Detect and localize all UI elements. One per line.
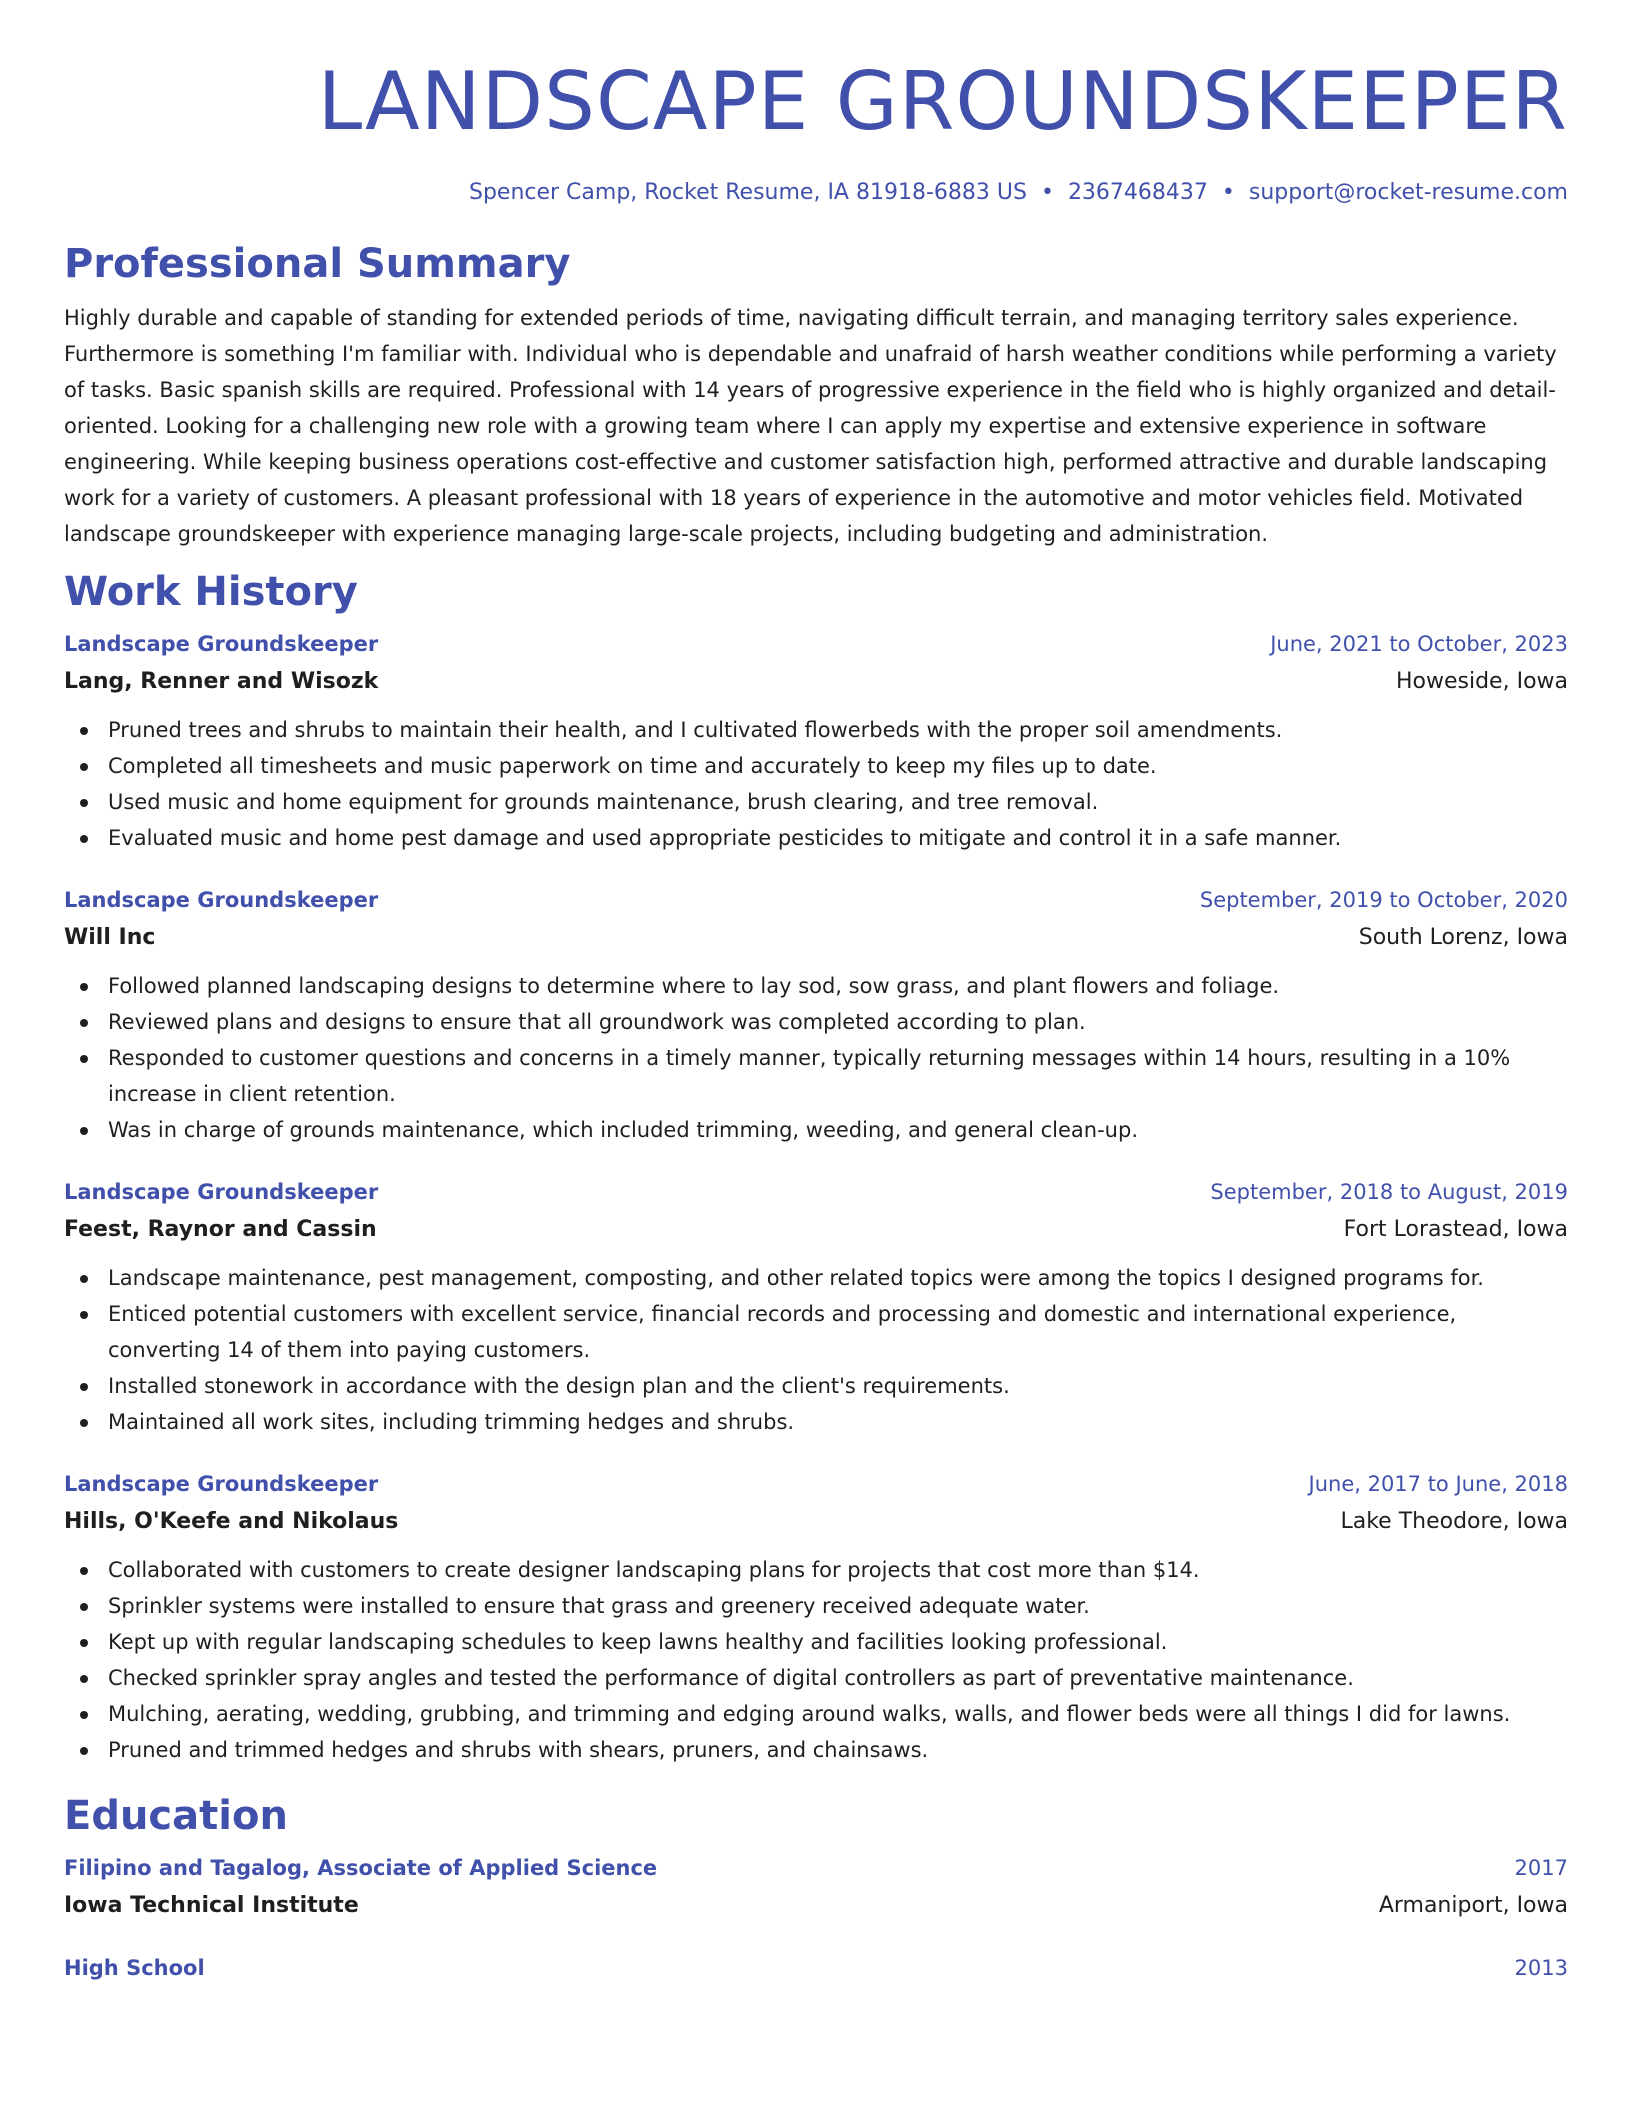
resume-name: LANDSCAPE GROUNDSKEEPER [317,55,1568,148]
job-bullet: Mulching, aerating, wedding, grubbing, and trimming and edging around walks, walls, and flower beds were all things I did for lawns. [108,1696,1568,1732]
job-company-row [64,918,1568,958]
job-header [64,882,1568,918]
education-school-row [64,1886,1568,1926]
education-degree: High School [64,1956,205,1980]
job-bullets [64,1260,1568,1440]
job-bullet: Was in charge of grounds maintenance, which included trimming, weeding, and general clean-up. [108,1112,1568,1148]
education-section [64,1790,1568,1986]
job-bullet: Enticed potential customers with excellent service, financial records and processing and domestic and international experience, converting 14 of them into paying customers. [108,1296,1568,1368]
job-bullet: Collaborated with customers to create designer landscaping plans for projects that cost more than $14. [108,1552,1568,1588]
job-header [64,626,1568,662]
job-location: Howeside, Iowa [1395,669,1568,694]
job-title: Landscape Groundskeeper [64,888,379,912]
job-entry [64,626,1568,856]
resume-page [64,0,1568,1986]
job-bullet: Completed all timesheets and music paperwork on time and accurately to keep my files up to date. [108,748,1568,784]
job-bullet: Followed planned landscaping designs to determine where to lay sod, sow grass, and plant flowers and foliage. [108,968,1568,1004]
job-bullet: Reviewed plans and designs to ensure that all groundwork was completed according to plan. [108,1004,1568,1040]
contact-email[interactable]: support@rocket-resume.com [1248,180,1568,205]
summary-heading: Professional Summary [64,241,571,287]
work-history-heading: Work History [64,569,358,615]
job-bullet: Responded to customer questions and concerns in a timely manner, typically returning messages within 14 hours, resulting in a 10% increase in client retention. [108,1040,1568,1112]
education-entry [64,1850,1568,1926]
contact-phone: 2367468437 [1067,180,1208,205]
job-company: Will Inc [64,925,156,950]
job-company: Hills, O'Keefe and Nikolaus [64,1509,399,1534]
education-school: Iowa Technical Institute [64,1893,359,1918]
job-bullet: Checked sprinkler spray angles and tested the performance of digital controllers as part of preventative maintenance. [108,1660,1568,1696]
job-location: South Lorenz, Iowa [1358,925,1568,950]
job-company-row [64,662,1568,702]
job-header [64,1466,1568,1502]
job-bullets [64,712,1568,856]
education-header [64,1950,1568,1986]
job-company-row [64,1502,1568,1542]
summary-text: Highly durable and capable of standing for extended periods of time, navigating difficult terrain, and managing territory sales experience. Furthermore is something I'm familiar with. Individual who is dependable and unafraid of harsh weather conditions while performing a variety of tasks. Basic spanish skills are required. Professional with 14 years of progressive experience in the field who is highly organized and detail-oriented. Looking for a challenging new role with a growing team where I can apply my expertise and extensive experience in software engineering. While keeping business operations cost-effective and customer satisfaction high, performed attractive and durable landscaping work for a variety of customers. A pleasant professional with 18 years of experience in the automotive and motor vehicles field. Motivated landscape groundskeeper with experience managing large-scale projects, including budgeting and administration. [64,306,1557,546]
contact-address: Spencer Camp, Rocket Resume, IA 81918-6883 US [468,180,1027,205]
job-bullet: Used music and home equipment for grounds maintenance, brush clearing, and tree removal. [108,784,1568,820]
education-entry [64,1950,1568,1986]
education-header [64,1850,1568,1886]
job-title: Landscape Groundskeeper [64,632,379,656]
education-heading: Education [64,1793,288,1839]
job-bullet: Pruned trees and shrubs to maintain their health, and I cultivated flowerbeds with the proper soil amendments. [108,712,1568,748]
work-history-section [64,566,1568,1768]
job-bullets [64,1552,1568,1768]
job-company-row [64,1210,1568,1250]
job-title: Landscape Groundskeeper [64,1180,379,1204]
job-bullet: Maintained all work sites, including trimming hedges and shrubs. [108,1404,1568,1440]
job-bullet: Sprinkler systems were installed to ensure that grass and greenery received adequate water. [108,1588,1568,1624]
job-title: Landscape Groundskeeper [64,1472,379,1496]
summary-section [64,238,1568,552]
job-bullet: Kept up with regular landscaping schedules to keep lawns healthy and facilities looking professional. [108,1624,1568,1660]
job-company: Feest, Raynor and Cassin [64,1217,377,1242]
education-year: 2017 [1514,1856,1568,1880]
job-dates: September, 2018 to August, 2019 [1210,1180,1568,1204]
contact-separator: • [1221,180,1235,205]
job-location: Lake Theodore, Iowa [1340,1509,1568,1534]
education-degree: Filipino and Tagalog, Associate of Applied Science [64,1856,658,1880]
job-bullets [64,968,1568,1148]
job-bullet: Evaluated music and home pest damage and used appropriate pesticides to mitigate and control it in a safe manner. [108,820,1568,856]
contact-separator: • [1040,180,1054,205]
job-location: Fort Lorastead, Iowa [1343,1217,1568,1242]
job-dates: September, 2019 to October, 2020 [1199,888,1568,912]
education-year: 2013 [1514,1956,1568,1980]
contact-line [64,178,1568,208]
education-location: Armaniport, Iowa [1378,1893,1568,1918]
job-entry [64,882,1568,1148]
job-bullet: Pruned and trimmed hedges and shrubs with shears, pruners, and chainsaws. [108,1732,1568,1768]
job-bullet: Landscape maintenance, pest management, composting, and other related topics were among the topics I designed programs for. [108,1260,1568,1296]
job-entry [64,1466,1568,1768]
job-dates: June, 2021 to October, 2023 [1270,632,1568,656]
job-company: Lang, Renner and Wisozk [64,669,379,694]
job-dates: June, 2017 to June, 2018 [1308,1472,1568,1496]
job-bullet: Installed stonework in accordance with the design plan and the client's requirements. [108,1368,1568,1404]
job-entry [64,1174,1568,1440]
job-header [64,1174,1568,1210]
